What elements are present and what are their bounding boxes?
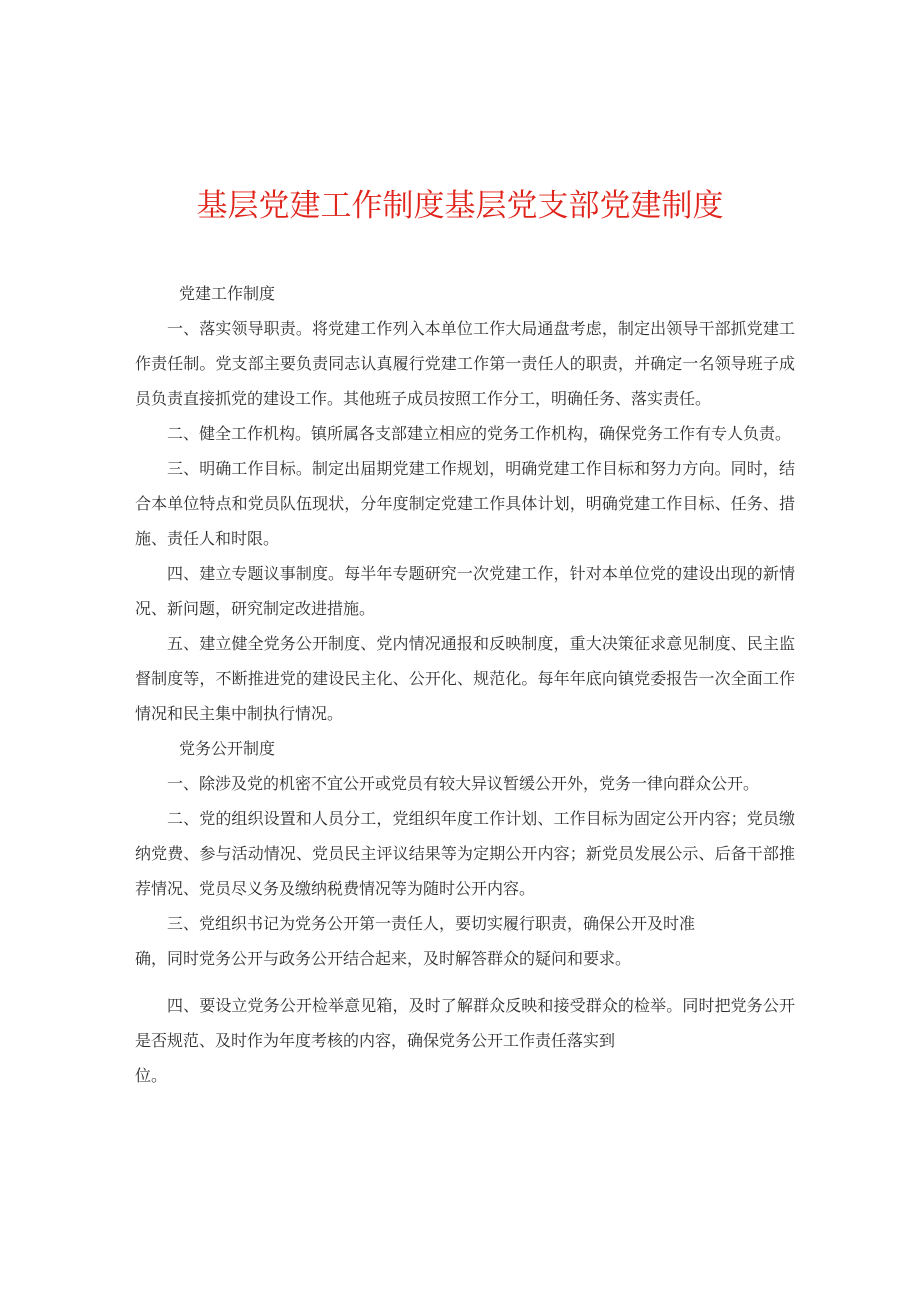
- paragraph: 一、除涉及党的机密不宜公开或党员有较大异议暂缓公开外，党务一律向群众公开。: [167, 774, 760, 793]
- section-heading: 党务公开制度: [179, 739, 276, 758]
- document-title: 基层党建工作制度基层党支部党建制度: [196, 188, 724, 224]
- paragraph: 三、党组织书记为党务公开第一责任人，要切实履行职责，确保公开及时准: [167, 914, 696, 933]
- paragraph: 一、落实领导职责。将党建工作列入本单位工作大局通盘考虑，制定出领导干部抓党建工作责任制。党支部主要负责同志认真履行党建工作第一责任人的职责，并确定一名领导班子成员负责直接抓党的建设工作。其他班子成员按照工作分工，明确任务、落实责任。: [135, 319, 795, 408]
- section-heading: 党建工作制度: [179, 284, 276, 303]
- paragraph: 二、健全工作机构。镇所属各支部建立相应的党务工作机构，确保党务工作有专人负责。: [167, 424, 792, 443]
- paragraph: 三、明确工作目标。制定出届期党建工作规划，明确党建工作目标和努力方向。同时，结合本单位特点和党员队伍现状，分年度制定党建工作具体计划，明确党建工作目标、任务、措施、责任人和时限。: [135, 459, 795, 548]
- paragraph: 五、建立健全党务公开制度、党内情况通报和反映制度，重大决策征求意见制度、民主监督制度等，不断推进党的建设民主化、公开化、规范化。每年年底向镇党委报告一次全面工作情况和民主集中制执行情况。: [135, 634, 795, 723]
- paragraph: 二、党的组织设置和人员分工，党组织年度工作计划、工作目标为固定公开内容；党员缴纳党费、参与活动情况、党员民主评议结果等为定期公开内容；新党员发展公示、后备干部推荐情况、党员尽义务及缴纳税费情况等为随时公开内容。: [135, 809, 795, 898]
- paragraph-continuation: 确，同时党务公开与政务公开结合起来，及时解答群众的疑问和要求。: [135, 949, 632, 968]
- paragraph: 四、建立专题议事制度。每半年专题研究一次党建工作，针对本单位党的建设出现的新情况、新问题，研究制定改进措施。: [135, 564, 795, 618]
- document-body: [135, 276, 795, 1093]
- paragraph-continuation: 位。: [135, 1066, 168, 1085]
- paragraph: 四、要设立党务公开检举意见箱，及时了解群众反映和接受群众的检举。同时把党务公开是否规范、及时作为年度考核的内容，确保党务公开工作责任落实到: [135, 996, 795, 1050]
